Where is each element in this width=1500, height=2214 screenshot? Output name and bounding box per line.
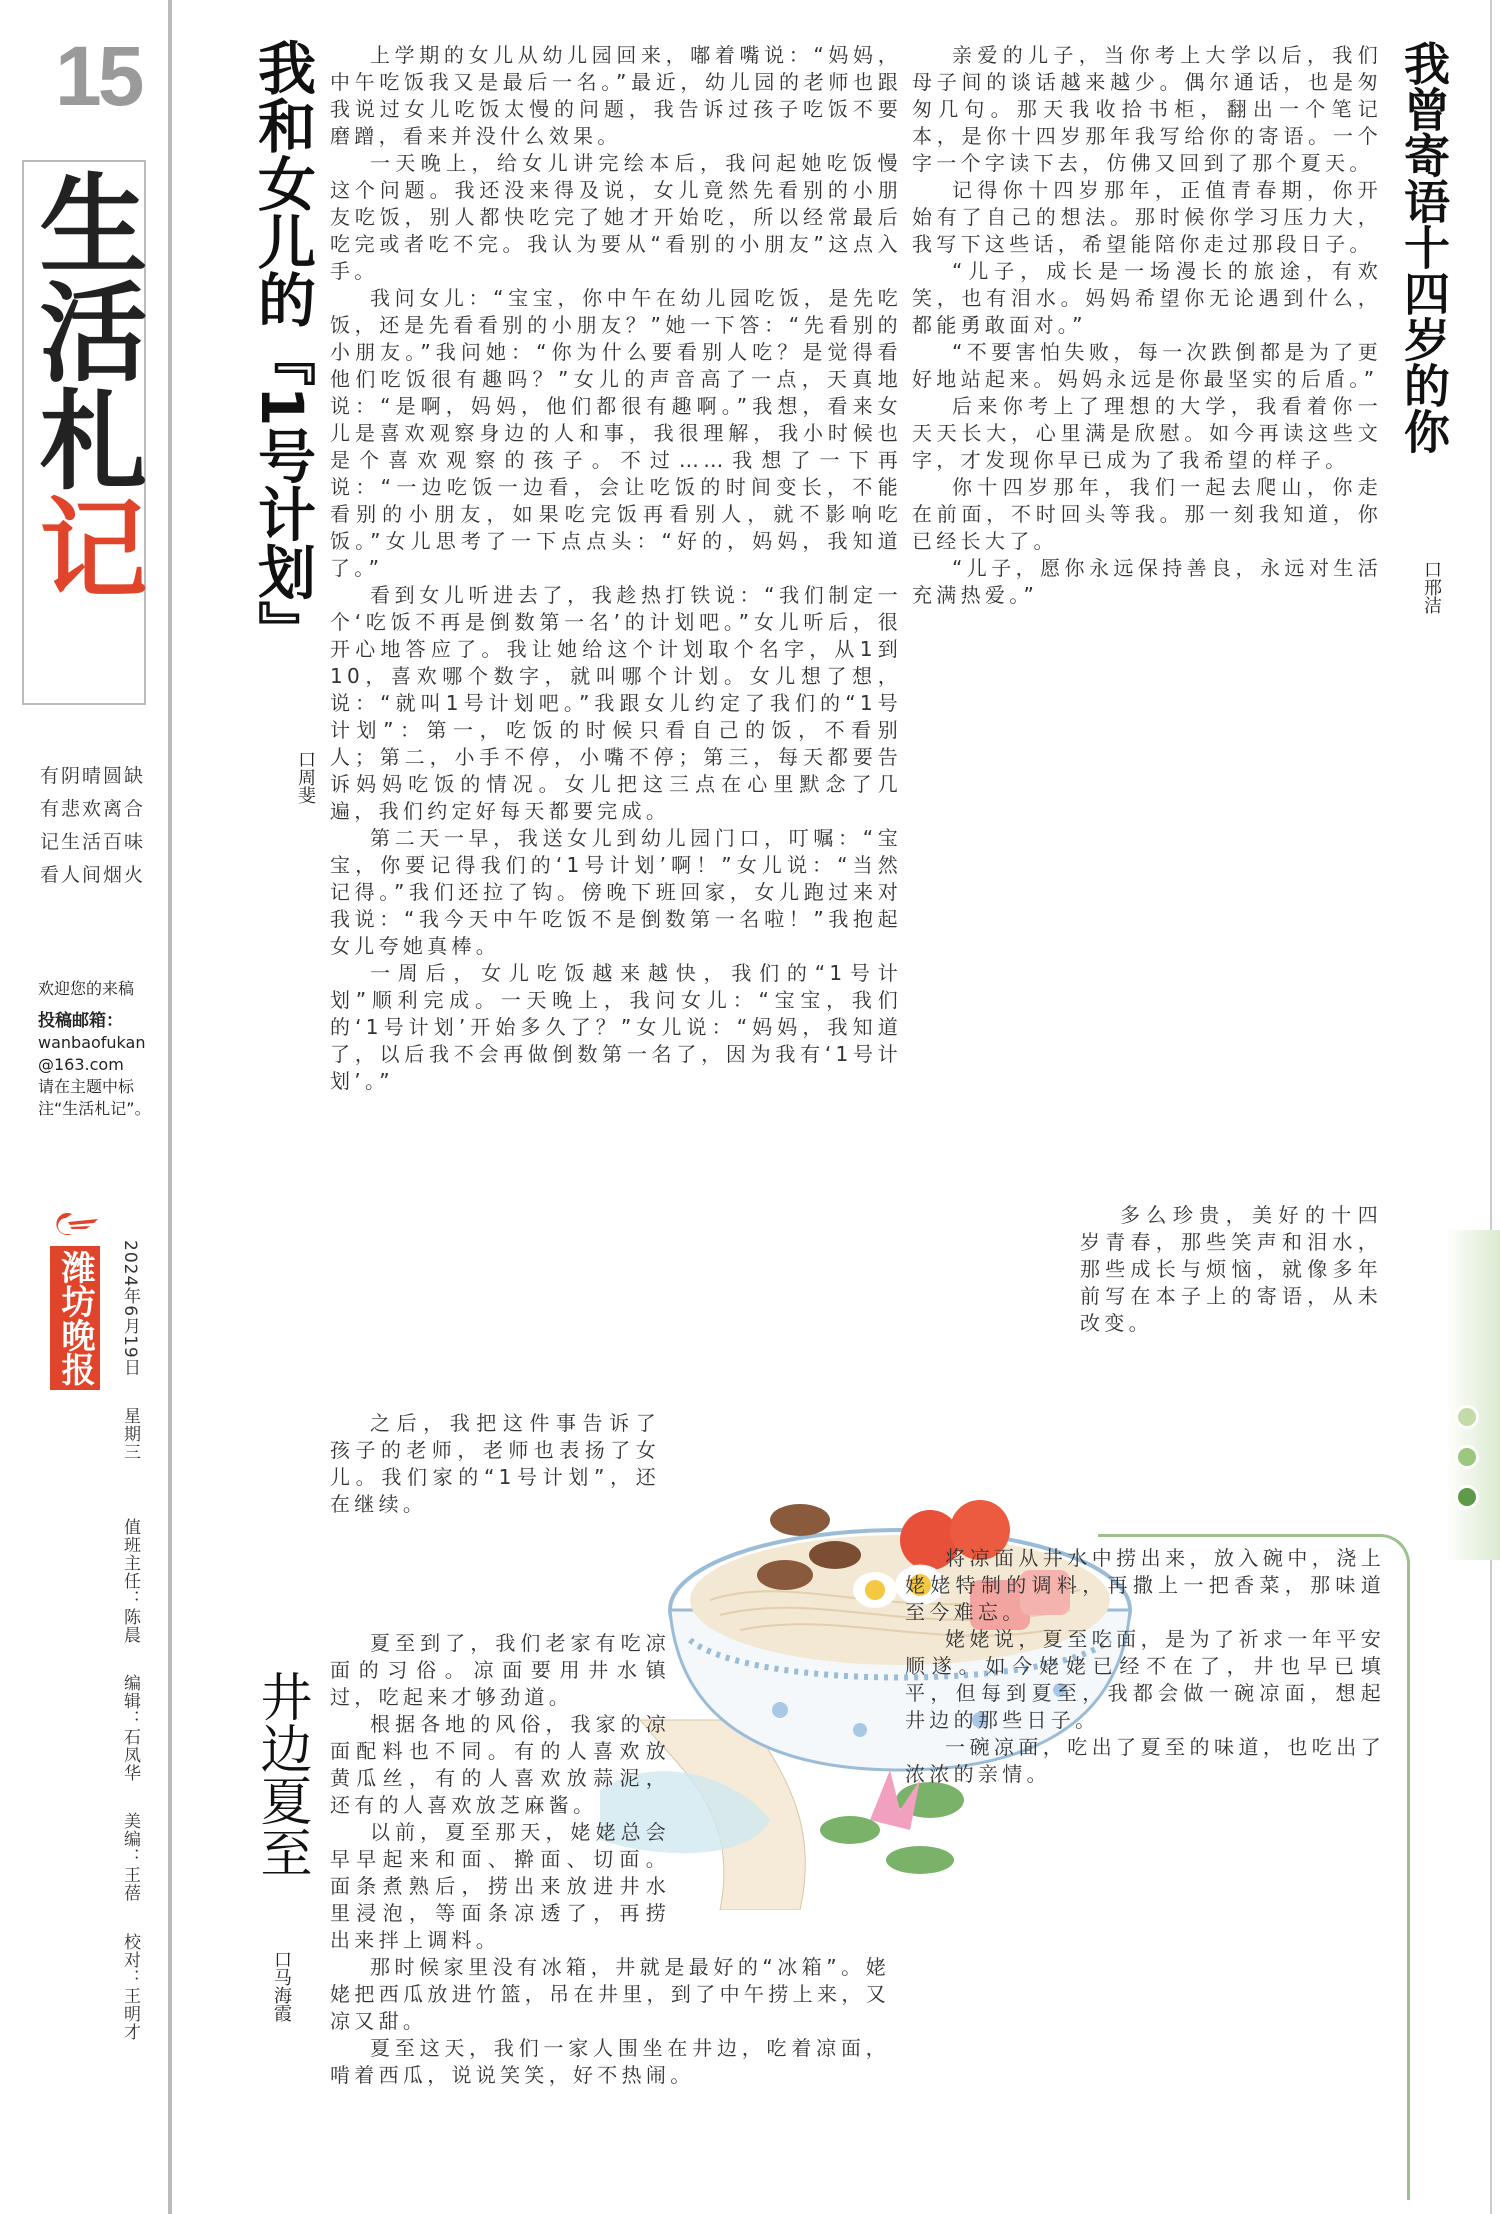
newspaper-logo [50,1210,100,1390]
paragraph: 那时候家里没有冰箱，井就是最好的“冰箱”。姥姥把西瓜放进竹篮，吊在井里，到了中午捞上来，又凉又甜。 [330,1955,890,2033]
issue-date: 2024年6月19日 [120,1240,140,1377]
section-title-accent: 记 [21,492,147,600]
editor: 编辑：石凤华 [120,1673,140,1782]
contribution-info [38,978,168,1120]
art-editor: 美编：王蓓 [120,1812,140,1903]
paragraph: 夏至这天，我们一家人围坐在井边，吃着凉面，啃着西瓜，说说笑笑，好不热闹。 [330,2036,890,2087]
contrib-label: 投稿邮箱： [38,1011,123,1031]
paragraph: 一周后，女儿吃饭越来越快，我们的“1号计划”顺利完成。一天晚上，我问女儿：“宝宝，我们的‘1号计划’开始多久了？”女儿说：“妈妈，我知道了，以后我不会再做倒数第一名了，因为我有‘1号计划’。” [330,961,902,1093]
article2-title: 我曾寄语十四岁的你 [1397,40,1451,454]
logo-mark-icon [50,1210,100,1238]
paragraph: 多么珍贵，美好的十四岁青春，那些笑声和泪水，那些成长与烦恼，就像多年前写在本子上的寄语，从未改变。 [1080,1203,1382,1335]
paragraph: 以前，夏至那天，姥姥总会早早起来和面、擀面、切面。面条煮熟后，捞出来放进井水里浸泡，等面条凉透了，再捞出来拌上调料。 [330,1820,670,1952]
motto-line: 有阴晴圆缺 [40,765,146,787]
decorative-dot [1455,1445,1479,1469]
article3-title: 井边夏至 [251,1670,311,1878]
proofreader: 校对：王明才 [120,1932,140,2041]
paragraph: 姥姥说，夏至吃面，是为了祈求一年平安顺遂。如今姥姥已经不在了，井也早已填平，但每到夏至，我都会做一碗凉面，想起井边的那些日子。 [905,1627,1385,1732]
paragraph: 你十四岁那年，我们一起去爬山，你走在前面，不时回头等我。那一刻我知道，你已经长大了。 [912,475,1382,553]
decorative-dot [1455,1405,1479,1429]
decorative-green-band [1445,1230,1500,1560]
article1-title: 我和女儿的『1号计划』 [248,38,316,659]
motto [40,760,145,892]
paragraph: 亲爱的儿子，当你考上大学以后，我们母子间的谈话越来越少。偶尔通话，也是匆匆几句。那天我收拾书柜，翻出一个笔记本，是你十四岁那年我写给你的寄语。一个字一个字读下去，仿佛又回到了那个夏天。 [912,43,1382,175]
paragraph: 一碗凉面，吃出了夏至的味道，也吃出了浓浓的亲情。 [905,1735,1385,1786]
contrib-heading: 欢迎您的来稿 [38,979,135,998]
logo-text: 潍坊晚报 [50,1246,100,1390]
duty-editor: 值班主任：陈晨 [120,1517,140,1644]
page-number: 15 [55,29,141,123]
motto-line: 有悲欢离合 [40,798,146,820]
section-title-main: 生活札 [21,168,147,492]
paragraph: 一天晚上，给女儿讲完绘本后，我问起她吃饭慢这个问题。我还没来得及说，女儿竟然先看别的小朋友吃饭，别人都快吃完了她才开始吃，所以经常最后吃完或者吃不完。我认为要从“看别的小朋友”这点入手。 [330,151,902,283]
paragraph: 看到女儿听进去了，我趁热打铁说：“我们制定一个‘吃饭不再是倒数第一名’的计划吧。”女儿听后，很开心地答应了。我让她给这个计划取个名字，从1到10，喜欢哪个数字，就叫哪个计划。女儿想了想，说：“就叫1号计划吧。”我跟女儿约定了我们的“1号计划”：第一，吃饭的时候只看自己的饭，不看别人；第二，小手不停，小嘴不停；第三，每天都要告诉妈妈吃饭的情况。女儿把这三点在心里默念了几遍，我们约定好每天都要完成。 [330,583,902,823]
paragraph: 之后，我把这件事告诉了孩子的老师，老师也表扬了女儿。我们家的“1号计划”，还在继续。 [330,1411,660,1516]
section-title [21,168,147,600]
image-wrap-space [670,1630,890,1930]
section-divider-vertical [1407,1560,1410,2200]
paragraph: 上学期的女儿从幼儿园回来，嘟着嘴说：“妈妈，中午吃饭我又是最后一名。”最近，幼儿园的老师也跟我说过女儿吃饭太慢的问题，我告诉过孩子吃饭不要磨蹭，看来并没什么效果。 [330,43,902,148]
paragraph: 将凉面从井水中捞出来，放入碗中，浇上姥姥特制的调料，再撒上一把香菜，那味道至今难忘。 [905,1546,1385,1624]
paragraph: “儿子，成长是一场漫长的旅途，有欢笑，也有泪水。妈妈希望你无论遇到什么，都能勇敢面对。” [912,259,1382,337]
motto-line: 记生活百味 [40,831,146,853]
issue-meta [118,1240,143,2065]
article3-body-cont [905,1545,1385,2200]
contrib-email[interactable]: wanbaofukan [38,1033,146,1052]
contrib-email-domain[interactable]: @163.com [38,1055,124,1074]
decorative-dot [1455,1485,1479,1509]
paragraph: “儿子，愿你永远保持善良，永远对生活充满热爱。” [912,556,1382,607]
paragraph: 根据各地的风俗，我家的凉面配料也不同。有的人喜欢放黄瓜丝，有的人喜欢放蒜泥，还有的人喜欢放芝麻酱。 [330,1712,670,1817]
article2-body [912,42,1382,1202]
article3-author: 口马海霞 [271,1950,292,2022]
article1-body [330,42,902,1402]
paragraph: 后来你考上了理想的大学，我看着你一天天长大，心里满是欣慰。如今再读这些文字，才发现你早已成为了我希望的样子。 [912,394,1382,472]
paragraph: 夏至到了，我们老家有吃凉面的习俗。凉面要用井水镇过，吃起来才够劲道。 [330,1631,670,1709]
paragraph: 我问女儿：“宝宝，你中午在幼儿园吃饭，是先吃饭，还是先看看别的小朋友？”她一下答：“先看别的小朋友。”我问她：“你为什么要看别人吃？是觉得看他们吃饭很有趣吗？”女儿的声音高了一点，天真地说：“是啊，妈妈，他们都很有趣啊。”我想，看来女儿是喜欢观察身边的人和事，我很理解，我小时候也是个喜欢观察的孩子。不过……我想了一下再说：“一边吃饭一边看，会让吃饭的时间变长，不能看别的小朋友，如果吃完饭再看别人，就不影响吃饭。”女儿思考了一下点点头：“好的，妈妈，我知道了。” [330,286,902,580]
article3-body [330,1630,890,2200]
page-border [1490,0,1492,2214]
paragraph: 第二天一早，我送女儿到幼儿园门口，叮嘱：“宝宝，你要记得我们的‘1号计划’啊！”女儿说：“当然记得。”我们还拉了钩。傍晚下班回家，女儿跑过来对我说：“我今天中午吃饭不是倒数第一名啦！”我抱起女儿夸她真棒。 [330,826,902,958]
issue-weekday: 星期三 [120,1407,140,1462]
contrib-note: 请在主题中标注“生活札记”。 [38,1077,151,1118]
paragraph: 记得你十四岁那年，正值青春期，你开始有了自己的想法。那时候你学习压力大，我写下这些话，希望能陪你走过那段日子。 [912,178,1382,256]
motto-line: 看人间烟火 [40,864,146,886]
paragraph: “不要害怕失败，每一次跌倒都是为了更好地站起来。妈妈永远是你最坚实的后盾。” [912,340,1382,391]
article1-author: 口周斐 [295,750,316,804]
article2-author: 口邢洁 [1421,560,1442,614]
